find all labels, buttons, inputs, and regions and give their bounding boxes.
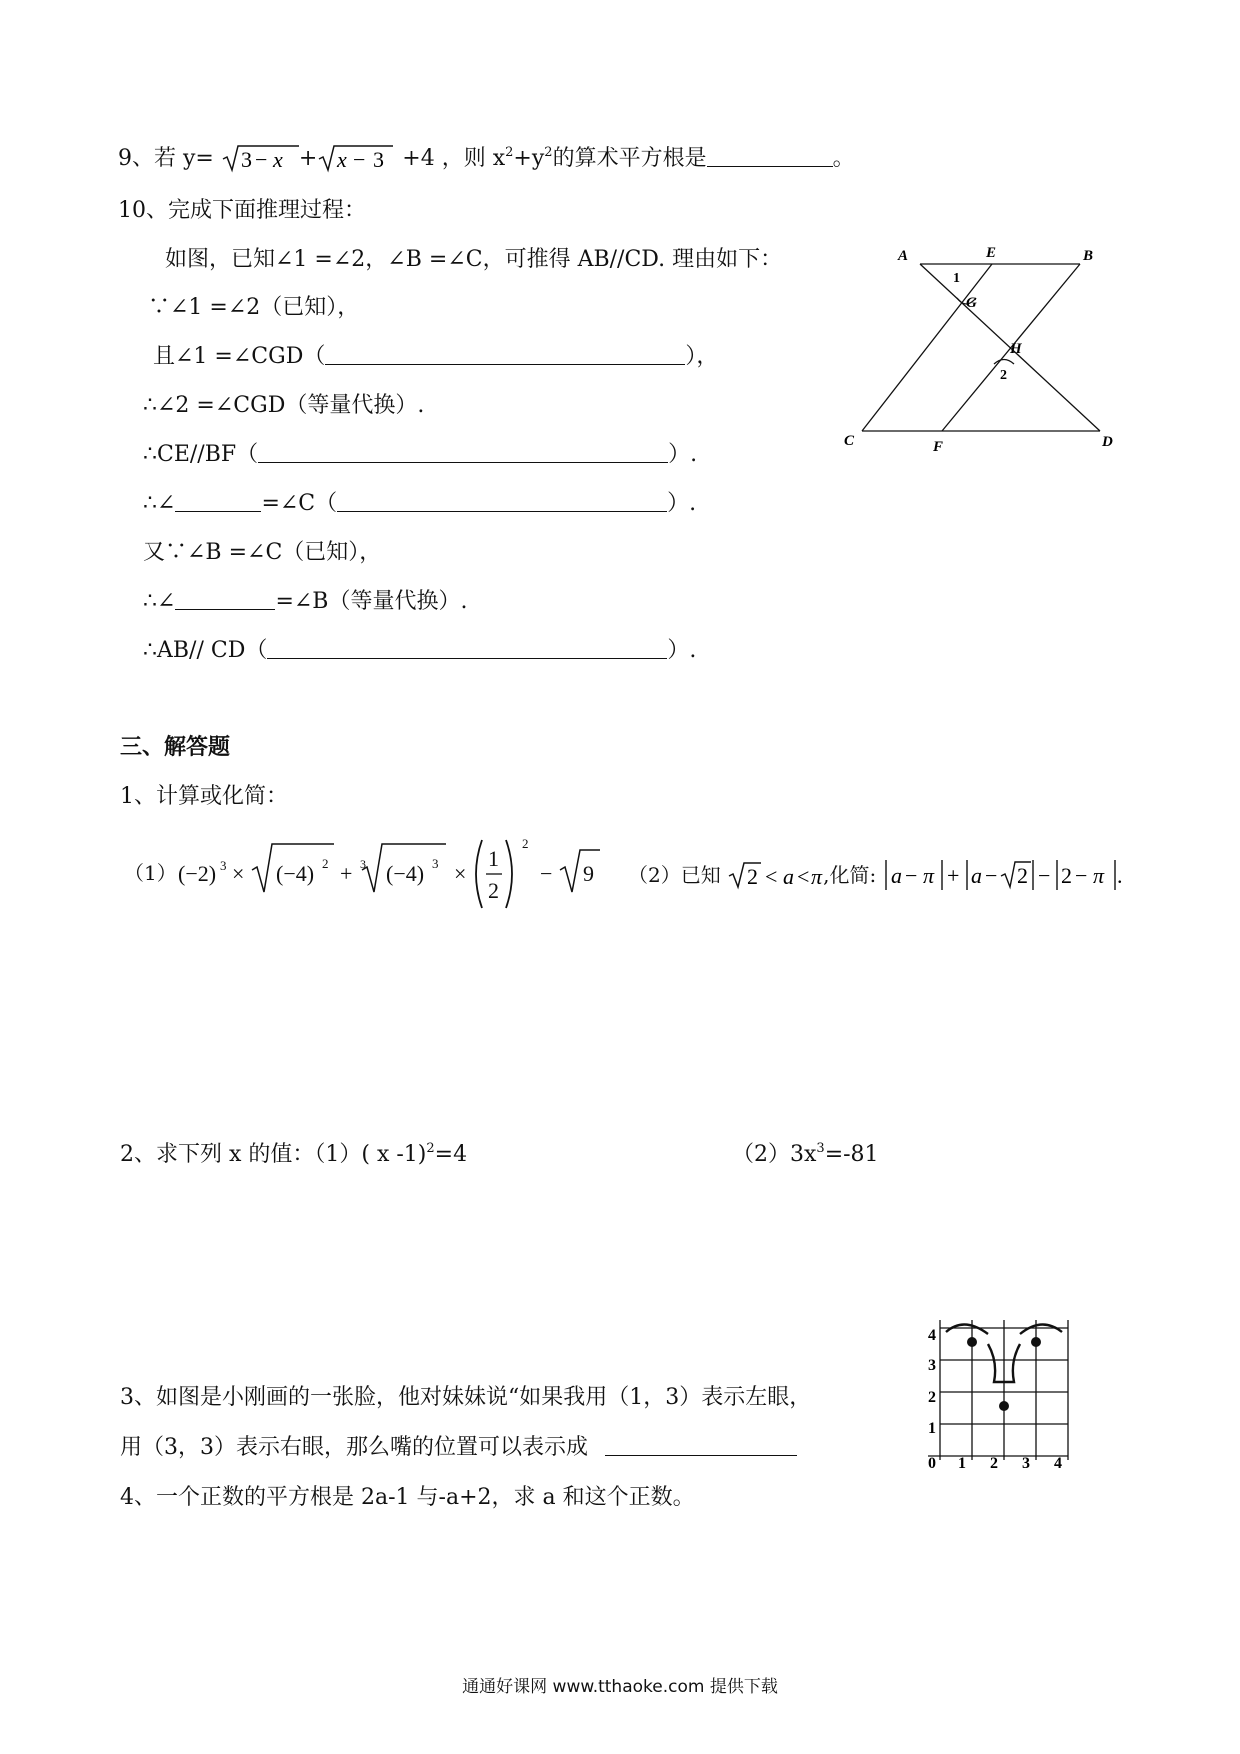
s3-q1-part2-label: （2）已知 (628, 863, 721, 887)
page-footer: 通通好课网 www.tthaoke.com 提供下载 (462, 1677, 778, 1697)
q10-line-3: ∴∠2 =∠CGD（等量代换）. (143, 393, 425, 418)
svg-text:<: < (797, 864, 810, 889)
abs-expression (883, 858, 1123, 892)
q9-root1: 3 (240, 147, 252, 172)
s3-q3-answer-blank[interactable] (605, 1435, 797, 1456)
svg-text:a: a (783, 864, 795, 889)
s3-q2-part1-end: =4 (434, 1142, 468, 1167)
sqrt-3-minus-x (221, 143, 299, 173)
svg-text:1: 1 (488, 846, 499, 871)
label-a: A (898, 248, 909, 264)
label-h: H (1010, 341, 1022, 357)
svg-text:3: 3 (432, 856, 439, 871)
q10-line-5-mid: =∠C（ (261, 491, 338, 516)
q9-suffix: 的算术平方根是 (552, 146, 707, 171)
q10-line-7-end: =∠B（等量代换）. (275, 589, 468, 614)
label-g: G (966, 295, 977, 311)
q10-line-1: ∵∠1 =∠2（已知）， (148, 295, 360, 320)
s3-q2: 2、求下列 x 的值：（1）( x -1)$^2$=4 (120, 1141, 468, 1167)
svg-text:π: π (1092, 863, 1104, 888)
left-eyebrow (946, 1324, 988, 1334)
label-f: F (933, 439, 944, 455)
svg-text:−: − (904, 863, 917, 888)
svg-text:−: − (254, 147, 268, 172)
svg-text:2: 2 (522, 836, 529, 851)
s3-q2-part2-text: （2）3x (732, 1142, 817, 1167)
q10-blank-reason-2[interactable] (258, 442, 668, 463)
q10-line-8-end: ）. (667, 638, 697, 663)
s3-q2-part2-end: =-81 (824, 1142, 879, 1167)
grid-x-label-1: 1 (958, 1455, 966, 1470)
s3-q1-part2: （2）已知 2 < a < π ,化简: a − π + a − 2 − 2 − π . (628, 858, 1123, 892)
grid-x-label-0: 0 (928, 1455, 936, 1470)
label-b: B (1083, 248, 1094, 264)
q10-line-2 (153, 342, 718, 372)
svg-text:2: 2 (322, 856, 329, 871)
face-grid-figure (928, 1310, 1088, 1470)
svg-text:−: − (540, 861, 553, 886)
svg-text:3: 3 (220, 858, 227, 873)
s3-q4: 4、一个正数的平方根是 2a-1 与-a+2，求 a 和这个正数。 (120, 1485, 695, 1510)
left-eye (967, 1337, 977, 1347)
sqrt-x-minus-3 (317, 143, 395, 173)
q10-line-2-text: 且∠1 =∠CGD（ (153, 344, 326, 369)
q9-plus4: +4 ，则 x (402, 146, 506, 171)
svg-text:a: a (970, 863, 982, 888)
q9-root2: 3 (373, 147, 385, 172)
q9-prefix: 9、若 y= (118, 146, 214, 171)
svg-text:(−4): (−4) (276, 861, 315, 886)
q10-line-7 (143, 587, 467, 617)
svg-text:(−2): (−2) (178, 861, 217, 886)
right-eye (1031, 1337, 1041, 1347)
q10-blank-reason-3[interactable] (337, 491, 667, 512)
label-d: D (1102, 434, 1113, 450)
svg-text:π: π (811, 864, 823, 889)
q10-blank-angle-2[interactable] (175, 589, 275, 610)
s3-q1-part1-label: （1） (124, 861, 177, 885)
q10-line-5-end: ）. (667, 491, 697, 516)
q9-root1-var: x (272, 147, 283, 172)
angle-arc-2 (994, 360, 1014, 365)
q10-intro: 如图，已知∠1 =∠2，∠B =∠C，可推得 AB//CD. 理由如下： (165, 247, 783, 272)
geometry-figure (840, 240, 1140, 460)
q10-line-5 (143, 489, 696, 519)
svg-text:2: 2 (1016, 863, 1028, 888)
segment-ec (862, 264, 992, 431)
svg-text:+: + (946, 863, 959, 888)
grid-x-label-2: 2 (990, 1455, 998, 1470)
svg-text:3: 3 (360, 857, 366, 871)
grid-y-label-4: 4 (928, 1327, 936, 1344)
q10-line-7-text: ∴∠ (143, 589, 176, 614)
s3-q3-line2 (120, 1433, 797, 1463)
s3-q1-title: 1、计算或化简： (120, 784, 288, 809)
svg-text:−: − (1037, 863, 1050, 888)
right-eyebrow (1020, 1324, 1062, 1334)
q10-line-4 (143, 440, 697, 470)
s3-q3-line2-text: 用（3，3）表示右眼，那么嘴的位置可以表示成 (120, 1435, 588, 1460)
q10-line-4-text: ∴CE//BF（ (143, 442, 259, 467)
svg-text:+: + (340, 861, 353, 886)
q10-blank-angle-1[interactable] (175, 491, 261, 512)
s3-q1-part2-text: 化简: (829, 863, 877, 887)
svg-text:9: 9 (583, 861, 594, 886)
svg-text:a: a (890, 863, 902, 888)
q10-line-5-text: ∴∠ (143, 491, 176, 516)
q9-end: 。 (832, 146, 855, 171)
label-e: E (986, 245, 997, 261)
s3-q3-line1: 3、如图是小刚画的一张脸，他对妹妹说“如果我用（1，3）表示左眼， (120, 1385, 812, 1410)
svg-text:(−4): (−4) (386, 861, 425, 886)
section-3-title: 三、解答题 (120, 734, 231, 760)
svg-text:2: 2 (1060, 863, 1072, 888)
q9-answer-blank[interactable] (707, 146, 833, 167)
svg-text:.: . (1116, 863, 1123, 888)
svg-text:×: × (454, 861, 467, 886)
grid-y-label-3: 3 (928, 1357, 936, 1374)
label-c: C (844, 433, 855, 449)
s3-q2-part2: $(2)3x^3=-81$ (732, 1141, 879, 1167)
q9-mid: +y (513, 146, 545, 171)
q10-blank-reason-1[interactable] (325, 344, 685, 365)
label-angle-2: 2 (1000, 368, 1007, 383)
q10-title: 10、完成下面推理过程： (118, 198, 366, 223)
q10-line-8 (143, 636, 696, 666)
q10-blank-reason-4[interactable] (267, 638, 667, 659)
svg-text:2: 2 (747, 864, 759, 889)
s3-q2-text: 2、求下列 x 的值：（1）( x -1) (120, 1142, 427, 1167)
formula-part1 (176, 830, 612, 916)
label-angle-1: 1 (953, 271, 960, 286)
grid-x-label-4: 4 (1054, 1455, 1062, 1470)
svg-text:−: − (353, 147, 366, 172)
svg-text:−: − (1074, 863, 1087, 888)
svg-text:<: < (765, 864, 778, 889)
grid-y-label-2: 2 (928, 1389, 936, 1406)
mouth-point (999, 1401, 1009, 1411)
svg-text:×: × (232, 861, 245, 886)
grid-y-label-1: 1 (928, 1420, 936, 1437)
svg-text:π: π (922, 863, 934, 888)
inequality-sqrt2 (727, 860, 823, 890)
grid-x-label-3: 3 (1022, 1455, 1030, 1470)
q9-root2-var: x (337, 147, 348, 172)
q10-line-8-text: ∴AB// CD（ (143, 638, 268, 663)
svg-text:2: 2 (488, 878, 499, 903)
question-9: 9、若 y= 3 − x + x − 3 +4 ，则 $x^2+y^2$的算术平方根是 。 (118, 145, 855, 172)
q10-line-6: 又∵∠B =∠C（已知）， (143, 540, 382, 565)
svg-text:−: − (984, 863, 997, 888)
q10-line-2-end: ）， (685, 344, 719, 369)
q10-line-4-end: ）. (668, 442, 698, 467)
